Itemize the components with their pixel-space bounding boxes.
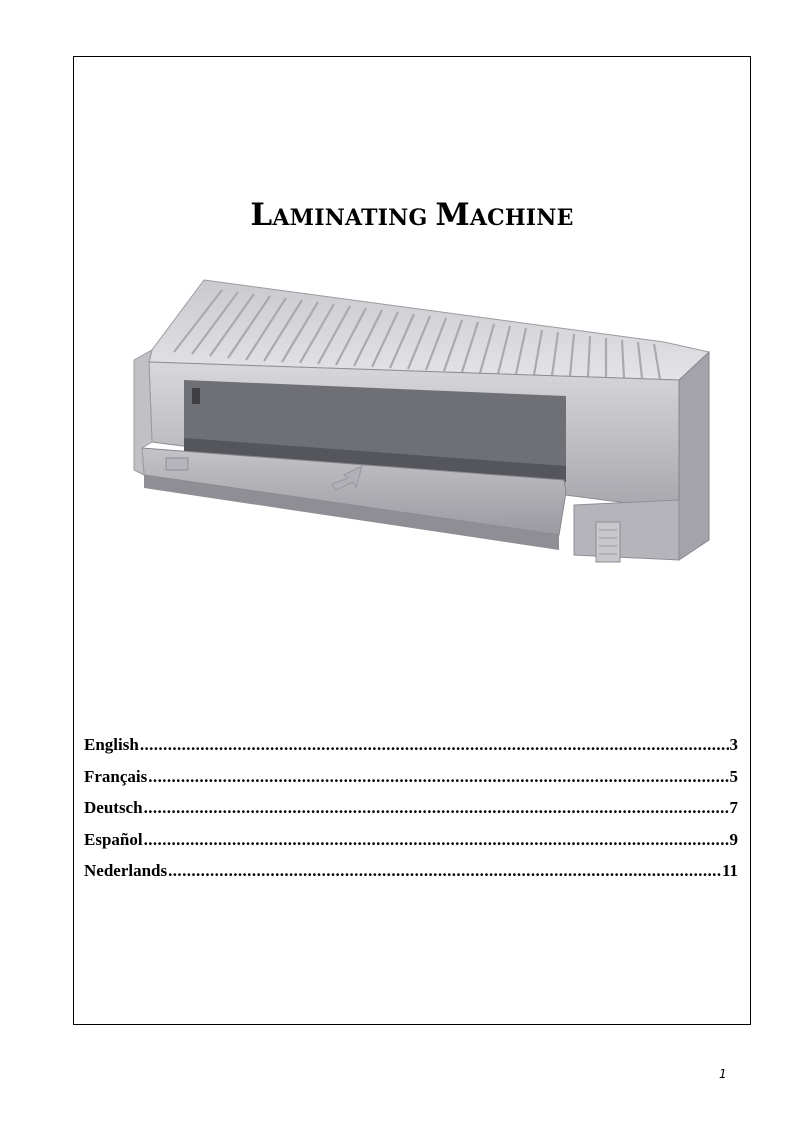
toc-leader-dots [168, 861, 721, 881]
page-number: 1 [719, 1067, 727, 1081]
page-title [74, 197, 750, 233]
toc-entry[interactable] [84, 830, 738, 862]
cover-frame [73, 56, 751, 1025]
table-of-contents [84, 735, 738, 893]
toc-entry-language: Deutsch [84, 798, 143, 817]
toc-entry-page: 7 [729, 798, 738, 817]
toc-entry-page: 5 [729, 766, 738, 786]
toc-entry[interactable] [84, 861, 738, 893]
toc-entry-page: 3 [729, 735, 738, 754]
toc-leader-dots [148, 767, 728, 787]
title-word-2-rest: ACHINE [469, 205, 574, 231]
toc-leader-dots [144, 798, 729, 818]
toc-entry[interactable] [84, 767, 738, 799]
toc-leader-dots [140, 735, 729, 755]
toc-entry-language: English [84, 735, 139, 754]
laminating-machine-photo [104, 270, 724, 590]
toc-entry-page: 11 [721, 861, 738, 880]
toc-entry-language: Nederlands [84, 861, 168, 880]
toc-entry-language: Français [84, 766, 148, 786]
toc-entry-page: 9 [729, 829, 738, 849]
toc-entry[interactable] [84, 798, 738, 830]
toc-entry[interactable] [84, 735, 738, 767]
toc-leader-dots [144, 830, 729, 850]
title-initial-1: L [250, 197, 273, 233]
title-initial-2: M [435, 197, 470, 233]
toc-entry-language: Español [84, 829, 143, 849]
title-word-1-rest: AMINATING [272, 205, 428, 231]
